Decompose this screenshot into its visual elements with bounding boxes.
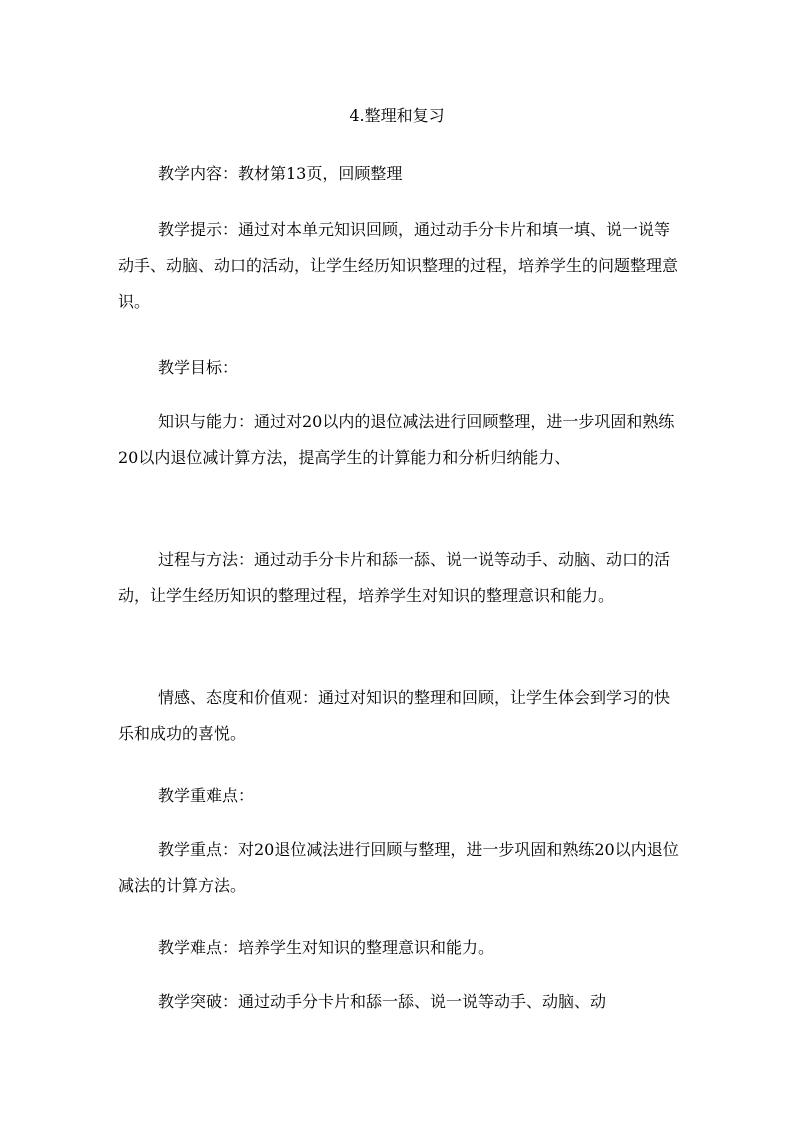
paragraph-breakthrough: 教学突破：通过动手分卡片和舔一舔、说一说等动手、动脑、动: [158, 992, 607, 1011]
paragraph-knowledge-ability: 知识与能力：通过对20以内的退位减法进行回顾整理，进一步巩固和熟练20以内退位减计算方法，提高学生的计算能力和分析归纳能力、: [118, 412, 675, 467]
paragraph-teaching-tips: 教学提示：通过对本单元知识回顾，通过动手分卡片和填一填、说一说等动手、动脑、动口的活动，让学生经历知识整理的过程，培养学生的问题整理意识。: [118, 220, 679, 311]
paragraph-teaching-objectives: 教学目标：: [158, 358, 239, 377]
paragraph-key-difficult-points: 教学重难点：: [158, 786, 255, 805]
paragraph-process-method: 过程与方法：通过动手分卡片和舔一舔、说一说等动手、动脑、动口的活动，让学生经历知识的整理过程，培养学生对知识的整理意识和能力。: [118, 550, 671, 605]
paragraph-difficult-point: 教学难点：培养学生对知识的整理意识和能力。: [158, 938, 495, 957]
paragraph-key-point: 教学重点：对20退位减法进行回顾与整理，进一步巩固和熟练20以内退位减法的计算方法。: [118, 840, 679, 895]
paragraph-emotion-values: 情感、态度和价值观：通过对知识的整理和回顾，让学生体会到学习的快乐和成功的喜悦。: [118, 688, 671, 743]
paragraph-teaching-content: 教学内容：教材第13页，回顾整理: [158, 164, 403, 183]
document-title: 4.整理和复习: [349, 106, 445, 125]
